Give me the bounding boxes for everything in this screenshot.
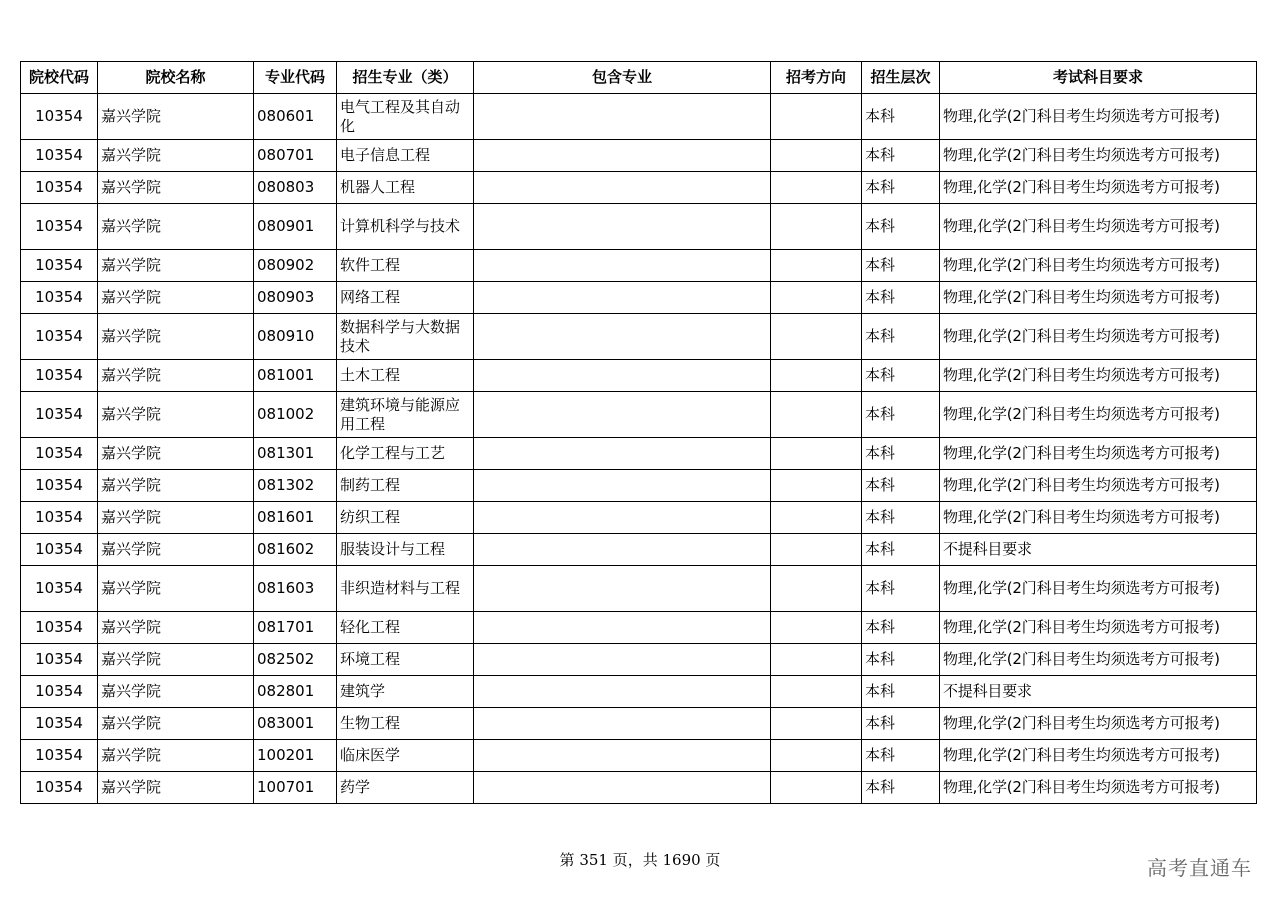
school-name-cell: 嘉兴学院 bbox=[98, 314, 254, 360]
header-requirement: 考试科目要求 bbox=[940, 62, 1257, 94]
direction-cell bbox=[771, 534, 862, 566]
table-row bbox=[21, 438, 1257, 470]
school-code-cell: 10354 bbox=[21, 282, 98, 314]
includes-cell bbox=[474, 566, 771, 612]
school-name-cell: 嘉兴学院 bbox=[98, 644, 254, 676]
major-cell: 临床医学 bbox=[337, 740, 474, 772]
level-cell: 本科 bbox=[862, 708, 940, 740]
school-name-cell: 嘉兴学院 bbox=[98, 204, 254, 250]
direction-cell bbox=[771, 612, 862, 644]
header-includes: 包含专业 bbox=[474, 62, 771, 94]
major-code-cell: 080901 bbox=[254, 204, 337, 250]
school-code-cell: 10354 bbox=[21, 360, 98, 392]
major-cell: 环境工程 bbox=[337, 644, 474, 676]
major-cell: 轻化工程 bbox=[337, 612, 474, 644]
major-code-cell: 100701 bbox=[254, 772, 337, 804]
table-row bbox=[21, 172, 1257, 204]
major-cell: 建筑环境与能源应用工程 bbox=[337, 392, 474, 438]
major-cell: 化学工程与工艺 bbox=[337, 438, 474, 470]
requirement-cell: 物理,化学(2门科目考生均须选考方可报考) bbox=[940, 94, 1257, 140]
school-code-cell: 10354 bbox=[21, 644, 98, 676]
direction-cell bbox=[771, 282, 862, 314]
table-row bbox=[21, 612, 1257, 644]
school-name-cell: 嘉兴学院 bbox=[98, 250, 254, 282]
requirement-cell: 物理,化学(2门科目考生均须选考方可报考) bbox=[940, 708, 1257, 740]
requirement-cell: 物理,化学(2门科目考生均须选考方可报考) bbox=[940, 250, 1257, 282]
major-code-cell: 081001 bbox=[254, 360, 337, 392]
requirement-cell: 不提科目要求 bbox=[940, 534, 1257, 566]
requirement-cell: 物理,化学(2门科目考生均须选考方可报考) bbox=[940, 204, 1257, 250]
level-cell: 本科 bbox=[862, 470, 940, 502]
school-code-cell: 10354 bbox=[21, 140, 98, 172]
school-code-cell: 10354 bbox=[21, 204, 98, 250]
includes-cell bbox=[474, 392, 771, 438]
school-code-cell: 10354 bbox=[21, 740, 98, 772]
direction-cell bbox=[771, 772, 862, 804]
requirement-cell: 物理,化学(2门科目考生均须选考方可报考) bbox=[940, 502, 1257, 534]
watermark-text: 高考直通车 bbox=[1147, 856, 1252, 880]
direction-cell bbox=[771, 708, 862, 740]
major-code-cell: 080902 bbox=[254, 250, 337, 282]
school-code-cell: 10354 bbox=[21, 94, 98, 140]
major-code-cell: 083001 bbox=[254, 708, 337, 740]
includes-cell bbox=[474, 172, 771, 204]
header-level: 招生层次 bbox=[862, 62, 940, 94]
direction-cell bbox=[771, 502, 862, 534]
major-code-cell: 080701 bbox=[254, 140, 337, 172]
includes-cell bbox=[474, 612, 771, 644]
level-cell: 本科 bbox=[862, 612, 940, 644]
table-row bbox=[21, 282, 1257, 314]
school-code-cell: 10354 bbox=[21, 612, 98, 644]
school-name-cell: 嘉兴学院 bbox=[98, 392, 254, 438]
major-code-cell: 081302 bbox=[254, 470, 337, 502]
table-row bbox=[21, 470, 1257, 502]
major-cell: 生物工程 bbox=[337, 708, 474, 740]
requirement-cell: 物理,化学(2门科目考生均须选考方可报考) bbox=[940, 392, 1257, 438]
header-school-name: 院校名称 bbox=[98, 62, 254, 94]
level-cell: 本科 bbox=[862, 282, 940, 314]
includes-cell bbox=[474, 250, 771, 282]
level-cell: 本科 bbox=[862, 676, 940, 708]
level-cell: 本科 bbox=[862, 204, 940, 250]
school-code-cell: 10354 bbox=[21, 172, 98, 204]
direction-cell bbox=[771, 250, 862, 282]
level-cell: 本科 bbox=[862, 94, 940, 140]
table-row bbox=[21, 94, 1257, 140]
school-name-cell: 嘉兴学院 bbox=[98, 612, 254, 644]
school-code-cell: 10354 bbox=[21, 566, 98, 612]
table-row bbox=[21, 250, 1257, 282]
school-name-cell: 嘉兴学院 bbox=[98, 502, 254, 534]
school-code-cell: 10354 bbox=[21, 250, 98, 282]
includes-cell bbox=[474, 94, 771, 140]
level-cell: 本科 bbox=[862, 566, 940, 612]
includes-cell bbox=[474, 282, 771, 314]
direction-cell bbox=[771, 676, 862, 708]
level-cell: 本科 bbox=[862, 172, 940, 204]
requirement-cell: 物理,化学(2门科目考生均须选考方可报考) bbox=[940, 172, 1257, 204]
requirement-cell: 物理,化学(2门科目考生均须选考方可报考) bbox=[940, 282, 1257, 314]
school-name-cell: 嘉兴学院 bbox=[98, 438, 254, 470]
level-cell: 本科 bbox=[862, 360, 940, 392]
direction-cell bbox=[771, 172, 862, 204]
table-row bbox=[21, 644, 1257, 676]
table-row bbox=[21, 676, 1257, 708]
table-row bbox=[21, 392, 1257, 438]
table-row bbox=[21, 140, 1257, 172]
school-name-cell: 嘉兴学院 bbox=[98, 94, 254, 140]
school-name-cell: 嘉兴学院 bbox=[98, 740, 254, 772]
direction-cell bbox=[771, 392, 862, 438]
major-code-cell: 080803 bbox=[254, 172, 337, 204]
page-number: 第 351 页，共 1690 页 bbox=[559, 851, 721, 869]
level-cell: 本科 bbox=[862, 140, 940, 172]
direction-cell bbox=[771, 204, 862, 250]
table-row bbox=[21, 502, 1257, 534]
major-code-cell: 080903 bbox=[254, 282, 337, 314]
major-cell: 电子信息工程 bbox=[337, 140, 474, 172]
school-name-cell: 嘉兴学院 bbox=[98, 172, 254, 204]
major-cell: 制药工程 bbox=[337, 470, 474, 502]
level-cell: 本科 bbox=[862, 772, 940, 804]
major-code-cell: 081002 bbox=[254, 392, 337, 438]
major-cell: 数据科学与大数据技术 bbox=[337, 314, 474, 360]
requirement-cell: 物理,化学(2门科目考生均须选考方可报考) bbox=[940, 360, 1257, 392]
includes-cell bbox=[474, 708, 771, 740]
table-row bbox=[21, 566, 1257, 612]
major-code-cell: 100201 bbox=[254, 740, 337, 772]
major-cell: 非织造材料与工程 bbox=[337, 566, 474, 612]
table-row bbox=[21, 740, 1257, 772]
includes-cell bbox=[474, 204, 771, 250]
includes-cell bbox=[474, 502, 771, 534]
includes-cell bbox=[474, 438, 771, 470]
level-cell: 本科 bbox=[862, 644, 940, 676]
school-name-cell: 嘉兴学院 bbox=[98, 676, 254, 708]
includes-cell bbox=[474, 740, 771, 772]
includes-cell bbox=[474, 470, 771, 502]
major-code-cell: 081701 bbox=[254, 612, 337, 644]
major-code-cell: 081602 bbox=[254, 534, 337, 566]
header-school-code: 院校代码 bbox=[21, 62, 98, 94]
level-cell: 本科 bbox=[862, 438, 940, 470]
school-name-cell: 嘉兴学院 bbox=[98, 566, 254, 612]
school-code-cell: 10354 bbox=[21, 772, 98, 804]
requirement-cell: 物理,化学(2门科目考生均须选考方可报考) bbox=[940, 140, 1257, 172]
requirement-cell: 物理,化学(2门科目考生均须选考方可报考) bbox=[940, 612, 1257, 644]
school-name-cell: 嘉兴学院 bbox=[98, 772, 254, 804]
school-code-cell: 10354 bbox=[21, 708, 98, 740]
school-code-cell: 10354 bbox=[21, 392, 98, 438]
requirement-cell: 物理,化学(2门科目考生均须选考方可报考) bbox=[940, 566, 1257, 612]
requirement-cell: 不提科目要求 bbox=[940, 676, 1257, 708]
school-name-cell: 嘉兴学院 bbox=[98, 360, 254, 392]
direction-cell bbox=[771, 360, 862, 392]
school-name-cell: 嘉兴学院 bbox=[98, 470, 254, 502]
level-cell: 本科 bbox=[862, 534, 940, 566]
requirement-cell: 物理,化学(2门科目考生均须选考方可报考) bbox=[940, 470, 1257, 502]
table-row bbox=[21, 772, 1257, 804]
level-cell: 本科 bbox=[862, 392, 940, 438]
header-major-code: 专业代码 bbox=[254, 62, 337, 94]
level-cell: 本科 bbox=[862, 502, 940, 534]
major-code-cell: 081603 bbox=[254, 566, 337, 612]
level-cell: 本科 bbox=[862, 250, 940, 282]
admissions-table bbox=[20, 61, 1257, 804]
direction-cell bbox=[771, 740, 862, 772]
includes-cell bbox=[474, 360, 771, 392]
includes-cell bbox=[474, 772, 771, 804]
school-code-cell: 10354 bbox=[21, 314, 98, 360]
major-code-cell: 081301 bbox=[254, 438, 337, 470]
major-code-cell: 080601 bbox=[254, 94, 337, 140]
school-name-cell: 嘉兴学院 bbox=[98, 534, 254, 566]
school-code-cell: 10354 bbox=[21, 676, 98, 708]
includes-cell bbox=[474, 644, 771, 676]
major-cell: 服装设计与工程 bbox=[337, 534, 474, 566]
major-code-cell: 080910 bbox=[254, 314, 337, 360]
table-row bbox=[21, 708, 1257, 740]
level-cell: 本科 bbox=[862, 314, 940, 360]
major-cell: 电气工程及其自动化 bbox=[337, 94, 474, 140]
includes-cell bbox=[474, 140, 771, 172]
direction-cell bbox=[771, 314, 862, 360]
major-cell: 机器人工程 bbox=[337, 172, 474, 204]
major-cell: 网络工程 bbox=[337, 282, 474, 314]
school-name-cell: 嘉兴学院 bbox=[98, 140, 254, 172]
table-row bbox=[21, 204, 1257, 250]
major-cell: 药学 bbox=[337, 772, 474, 804]
requirement-cell: 物理,化学(2门科目考生均须选考方可报考) bbox=[940, 740, 1257, 772]
level-cell: 本科 bbox=[862, 740, 940, 772]
requirement-cell: 物理,化学(2门科目考生均须选考方可报考) bbox=[940, 644, 1257, 676]
major-code-cell: 081601 bbox=[254, 502, 337, 534]
requirement-cell: 物理,化学(2门科目考生均须选考方可报考) bbox=[940, 772, 1257, 804]
major-code-cell: 082801 bbox=[254, 676, 337, 708]
major-cell: 计算机科学与技术 bbox=[337, 204, 474, 250]
direction-cell bbox=[771, 644, 862, 676]
school-code-cell: 10354 bbox=[21, 502, 98, 534]
major-code-cell: 082502 bbox=[254, 644, 337, 676]
table-row bbox=[21, 534, 1257, 566]
major-cell: 纺织工程 bbox=[337, 502, 474, 534]
header-direction: 招考方向 bbox=[771, 62, 862, 94]
table-row bbox=[21, 360, 1257, 392]
major-cell: 建筑学 bbox=[337, 676, 474, 708]
requirement-cell: 物理,化学(2门科目考生均须选考方可报考) bbox=[940, 314, 1257, 360]
includes-cell bbox=[474, 314, 771, 360]
direction-cell bbox=[771, 470, 862, 502]
direction-cell bbox=[771, 94, 862, 140]
school-code-cell: 10354 bbox=[21, 438, 98, 470]
school-name-cell: 嘉兴学院 bbox=[98, 282, 254, 314]
school-code-cell: 10354 bbox=[21, 470, 98, 502]
includes-cell bbox=[474, 534, 771, 566]
requirement-cell: 物理,化学(2门科目考生均须选考方可报考) bbox=[940, 438, 1257, 470]
major-cell: 软件工程 bbox=[337, 250, 474, 282]
header-major: 招生专业（类） bbox=[337, 62, 474, 94]
table-header-row bbox=[21, 62, 1257, 94]
school-name-cell: 嘉兴学院 bbox=[98, 708, 254, 740]
direction-cell bbox=[771, 566, 862, 612]
direction-cell bbox=[771, 140, 862, 172]
direction-cell bbox=[771, 438, 862, 470]
table-row bbox=[21, 314, 1257, 360]
school-code-cell: 10354 bbox=[21, 534, 98, 566]
includes-cell bbox=[474, 676, 771, 708]
major-cell: 土木工程 bbox=[337, 360, 474, 392]
